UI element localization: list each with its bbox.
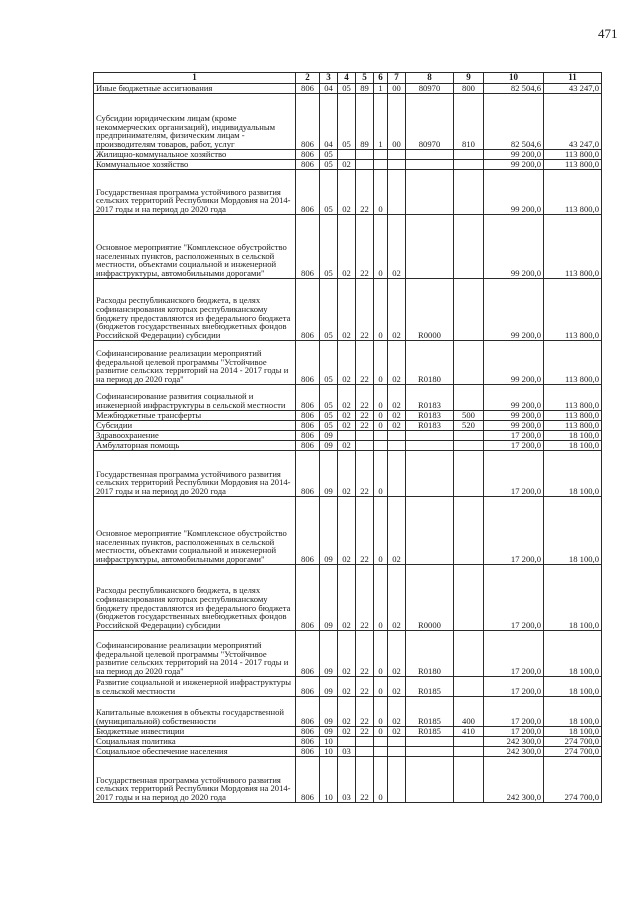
row-name-cell: Расходы республиканского бюджета, в целях софинансирования которых республиканскому бюджету предоставляются из федерального бюджета (бюджетов государственных внебюджетных фондов Российской Федерации) субсидии [94, 565, 296, 631]
code-cell: 806 [296, 631, 320, 677]
code-cell [454, 497, 484, 565]
code-cell: 806 [296, 697, 320, 727]
code-cell: 00 [388, 84, 406, 94]
code-cell: 0 [374, 451, 388, 497]
amount-2016-cell: 99 200,0 [484, 385, 544, 411]
code-cell: 10 [320, 747, 338, 757]
amount-2017-cell: 18 100,0 [544, 677, 602, 697]
amount-2017-cell: 113 800,0 [544, 411, 602, 421]
code-cell [454, 170, 484, 215]
code-cell: 02 [388, 565, 406, 631]
amount-2016-cell: 242 300,0 [484, 757, 544, 803]
code-cell: 0 [374, 215, 388, 279]
code-cell: 02 [338, 631, 356, 677]
code-cell: 05 [320, 385, 338, 411]
code-cell [356, 747, 374, 757]
header-cell: 2 [296, 73, 320, 84]
code-cell: 02 [388, 411, 406, 421]
code-cell [406, 497, 454, 565]
code-cell: 03 [338, 747, 356, 757]
code-cell [388, 451, 406, 497]
code-cell: 810 [454, 94, 484, 150]
code-cell: 500 [454, 411, 484, 421]
table-row [94, 565, 602, 631]
row-name-cell: Капитальные вложения в объекты государственной (муниципальной) собственности [94, 697, 296, 727]
row-name-cell: Здравоохранение [94, 431, 296, 441]
code-cell: 806 [296, 565, 320, 631]
code-cell: R0183 [406, 385, 454, 411]
amount-2016-cell: 17 200,0 [484, 441, 544, 451]
code-cell: 09 [320, 497, 338, 565]
table-row [94, 737, 602, 747]
code-cell [454, 385, 484, 411]
amount-2016-cell: 242 300,0 [484, 737, 544, 747]
code-cell: 806 [296, 150, 320, 160]
code-cell: R0185 [406, 727, 454, 737]
code-cell: 00 [388, 94, 406, 150]
code-cell: 05 [320, 170, 338, 215]
code-cell: 410 [454, 727, 484, 737]
code-cell: 0 [374, 341, 388, 385]
amount-2016-cell: 99 200,0 [484, 279, 544, 341]
code-cell: R0183 [406, 421, 454, 431]
code-cell: 806 [296, 677, 320, 697]
table-row [94, 341, 602, 385]
code-cell: R0180 [406, 631, 454, 677]
amount-2016-cell: 242 300,0 [484, 747, 544, 757]
code-cell [454, 341, 484, 385]
code-cell: 806 [296, 727, 320, 737]
code-cell [406, 160, 454, 170]
row-name-cell: Межбюджетные трансферты [94, 411, 296, 421]
code-cell: 806 [296, 84, 320, 94]
amount-2016-cell: 17 200,0 [484, 677, 544, 697]
code-cell [406, 170, 454, 215]
code-cell: 80970 [406, 94, 454, 150]
code-cell [406, 737, 454, 747]
code-cell: 22 [356, 385, 374, 411]
code-cell: 09 [320, 565, 338, 631]
table-row [94, 150, 602, 160]
amount-2017-cell: 113 800,0 [544, 170, 602, 215]
code-cell: 03 [338, 757, 356, 803]
header-cell: 6 [374, 73, 388, 84]
header-cell: 3 [320, 73, 338, 84]
code-cell: 02 [338, 279, 356, 341]
table-row [94, 84, 602, 94]
code-cell [374, 160, 388, 170]
table-row [94, 757, 602, 803]
table-row [94, 94, 602, 150]
code-cell: 0 [374, 421, 388, 431]
code-cell: 02 [388, 215, 406, 279]
code-cell: R0000 [406, 279, 454, 341]
code-cell [356, 160, 374, 170]
amount-2016-cell: 17 200,0 [484, 565, 544, 631]
code-cell: 22 [356, 757, 374, 803]
code-cell: 02 [388, 727, 406, 737]
code-cell [388, 160, 406, 170]
code-cell: 02 [338, 441, 356, 451]
code-cell: 05 [320, 411, 338, 421]
code-cell [454, 160, 484, 170]
code-cell: 10 [320, 737, 338, 747]
code-cell [374, 431, 388, 441]
code-cell [338, 150, 356, 160]
header-cell: 8 [406, 73, 454, 84]
code-cell [388, 431, 406, 441]
code-cell [406, 451, 454, 497]
amount-2016-cell: 17 200,0 [484, 697, 544, 727]
code-cell: 22 [356, 727, 374, 737]
code-cell: 0 [374, 497, 388, 565]
table-row [94, 451, 602, 497]
header-cell: 11 [544, 73, 602, 84]
row-name-cell: Государственная программа устойчивого развития сельских территорий Республики Мордовия на 2014-2017 годы и на период до 2020 года [94, 757, 296, 803]
code-cell: 05 [320, 341, 338, 385]
code-cell: 02 [338, 215, 356, 279]
table-row [94, 677, 602, 697]
code-cell: 1 [374, 84, 388, 94]
code-cell: 22 [356, 341, 374, 385]
table-row [94, 215, 602, 279]
budget-table-body [94, 84, 602, 803]
table-row [94, 279, 602, 341]
code-cell: 806 [296, 497, 320, 565]
code-cell: 02 [338, 565, 356, 631]
code-cell [454, 150, 484, 160]
code-cell [454, 215, 484, 279]
code-cell: 02 [338, 160, 356, 170]
code-cell [454, 279, 484, 341]
code-cell: 09 [320, 697, 338, 727]
code-cell [454, 677, 484, 697]
code-cell: 89 [356, 84, 374, 94]
code-cell: 806 [296, 757, 320, 803]
header-cell: 1 [94, 73, 296, 84]
code-cell [388, 737, 406, 747]
code-cell: 04 [320, 84, 338, 94]
header-row [94, 73, 602, 84]
code-cell [374, 747, 388, 757]
header-cell: 9 [454, 73, 484, 84]
row-name-cell: Бюджетные инвестиции [94, 727, 296, 737]
code-cell: 02 [388, 697, 406, 727]
code-cell [338, 737, 356, 747]
code-cell: 05 [320, 160, 338, 170]
header-cell: 5 [356, 73, 374, 84]
code-cell: 0 [374, 677, 388, 697]
code-cell [388, 747, 406, 757]
amount-2017-cell: 18 100,0 [544, 451, 602, 497]
code-cell: 0 [374, 170, 388, 215]
row-name-cell: Государственная программа устойчивого развития сельских территорий Республики Мордовия на 2014-2017 годы и на период до 2020 года [94, 451, 296, 497]
code-cell: 05 [320, 215, 338, 279]
code-cell: 89 [356, 94, 374, 150]
code-cell: 09 [320, 631, 338, 677]
code-cell [454, 441, 484, 451]
code-cell: 800 [454, 84, 484, 94]
table-row [94, 697, 602, 727]
amount-2017-cell: 113 800,0 [544, 421, 602, 431]
code-cell: 22 [356, 677, 374, 697]
code-cell: 806 [296, 160, 320, 170]
amount-2016-cell: 17 200,0 [484, 727, 544, 737]
table-row [94, 170, 602, 215]
code-cell [406, 150, 454, 160]
code-cell: 80970 [406, 84, 454, 94]
code-cell: 806 [296, 341, 320, 385]
header-cell: 4 [338, 73, 356, 84]
code-cell: 22 [356, 631, 374, 677]
code-cell [374, 737, 388, 747]
amount-2017-cell: 43 247,0 [544, 84, 602, 94]
table-row [94, 631, 602, 677]
budget-table [93, 72, 602, 803]
amount-2017-cell: 274 700,0 [544, 747, 602, 757]
code-cell: 0 [374, 757, 388, 803]
code-cell: 05 [320, 279, 338, 341]
code-cell: 806 [296, 215, 320, 279]
code-cell: 02 [388, 341, 406, 385]
code-cell [338, 431, 356, 441]
row-name-cell: Жилищно-коммунальное хозяйство [94, 150, 296, 160]
row-name-cell: Основное мероприятие "Комплексное обустройство населенных пунктов, расположенных в сельской местности, объектами социальной и инженерной инфраструктуры, автомобильными дорогами" [94, 497, 296, 565]
row-name-cell: Расходы республиканского бюджета, в целях софинансирования которых республиканскому бюджету предоставляются из федерального бюджета (бюджетов государственных внебюджетных фондов Российской Федерации) субсидии [94, 279, 296, 341]
amount-2017-cell: 113 800,0 [544, 341, 602, 385]
code-cell [356, 441, 374, 451]
row-name-cell: Софинансирование реализации мероприятий федеральной целевой программы "Устойчивое развитие сельских территорий на 2014 - 2017 годы и на период до 2020 года" [94, 631, 296, 677]
code-cell: 02 [338, 385, 356, 411]
row-name-cell: Государственная программа устойчивого развития сельских территорий Республики Мордовия на 2014-2017 годы и на период до 2020 года [94, 170, 296, 215]
amount-2016-cell: 99 200,0 [484, 215, 544, 279]
code-cell [454, 747, 484, 757]
code-cell: 02 [338, 341, 356, 385]
code-cell: 22 [356, 421, 374, 431]
code-cell: 806 [296, 170, 320, 215]
code-cell: 02 [338, 451, 356, 497]
code-cell: 02 [388, 385, 406, 411]
amount-2017-cell: 18 100,0 [544, 697, 602, 727]
code-cell: 09 [320, 441, 338, 451]
code-cell: 0 [374, 279, 388, 341]
amount-2016-cell: 99 200,0 [484, 421, 544, 431]
code-cell: 05 [320, 421, 338, 431]
code-cell: 806 [296, 94, 320, 150]
code-cell [406, 441, 454, 451]
code-cell [388, 441, 406, 451]
amount-2016-cell: 17 200,0 [484, 451, 544, 497]
code-cell: 05 [320, 150, 338, 160]
code-cell: 806 [296, 421, 320, 431]
code-cell [406, 215, 454, 279]
code-cell [406, 747, 454, 757]
code-cell [406, 757, 454, 803]
code-cell [454, 565, 484, 631]
amount-2017-cell: 43 247,0 [544, 94, 602, 150]
row-name-cell: Субсидии [94, 421, 296, 431]
row-name-cell: Социальное обеспечение населения [94, 747, 296, 757]
amount-2016-cell: 17 200,0 [484, 431, 544, 441]
code-cell [388, 757, 406, 803]
code-cell [374, 150, 388, 160]
code-cell [356, 737, 374, 747]
code-cell: 806 [296, 411, 320, 421]
code-cell: 02 [338, 697, 356, 727]
code-cell: 0 [374, 697, 388, 727]
code-cell [454, 757, 484, 803]
code-cell [356, 150, 374, 160]
code-cell: 806 [296, 737, 320, 747]
amount-2017-cell: 18 100,0 [544, 727, 602, 737]
amount-2017-cell: 18 100,0 [544, 497, 602, 565]
row-name-cell: Коммунальное хозяйство [94, 160, 296, 170]
code-cell: 09 [320, 431, 338, 441]
code-cell: 02 [338, 497, 356, 565]
code-cell: 22 [356, 565, 374, 631]
code-cell: 02 [388, 497, 406, 565]
amount-2017-cell: 274 700,0 [544, 737, 602, 747]
code-cell [454, 431, 484, 441]
row-name-cell: Развитие социальной и инженерной инфраструктуры в сельской местности [94, 677, 296, 697]
code-cell: R0000 [406, 565, 454, 631]
code-cell: 806 [296, 385, 320, 411]
code-cell [406, 431, 454, 441]
amount-2016-cell: 17 200,0 [484, 631, 544, 677]
code-cell: 400 [454, 697, 484, 727]
table-row [94, 385, 602, 411]
amount-2017-cell: 113 800,0 [544, 150, 602, 160]
amount-2017-cell: 113 800,0 [544, 160, 602, 170]
code-cell [454, 631, 484, 677]
amount-2016-cell: 99 200,0 [484, 170, 544, 215]
code-cell: 05 [338, 84, 356, 94]
code-cell: 806 [296, 279, 320, 341]
code-cell: R0185 [406, 697, 454, 727]
code-cell: 10 [320, 757, 338, 803]
table-row [94, 411, 602, 421]
amount-2017-cell: 18 100,0 [544, 441, 602, 451]
table-row [94, 421, 602, 431]
code-cell: 02 [338, 170, 356, 215]
code-cell [454, 451, 484, 497]
code-cell: 806 [296, 441, 320, 451]
code-cell: 02 [338, 677, 356, 697]
amount-2017-cell: 113 800,0 [544, 215, 602, 279]
code-cell: 22 [356, 497, 374, 565]
table-row [94, 441, 602, 451]
code-cell [388, 150, 406, 160]
code-cell: 04 [320, 94, 338, 150]
code-cell: 22 [356, 279, 374, 341]
code-cell: 22 [356, 697, 374, 727]
code-cell: R0185 [406, 677, 454, 697]
amount-2016-cell: 82 504,6 [484, 94, 544, 150]
code-cell: 806 [296, 451, 320, 497]
amount-2016-cell: 99 200,0 [484, 411, 544, 421]
code-cell: 0 [374, 385, 388, 411]
code-cell: 09 [320, 451, 338, 497]
code-cell: 806 [296, 747, 320, 757]
header-cell: 7 [388, 73, 406, 84]
code-cell: 22 [356, 451, 374, 497]
amount-2017-cell: 274 700,0 [544, 757, 602, 803]
code-cell: 1 [374, 94, 388, 150]
code-cell: 02 [388, 631, 406, 677]
code-cell: 02 [338, 421, 356, 431]
code-cell: 02 [388, 279, 406, 341]
page-number: 471 [598, 26, 618, 41]
code-cell: 520 [454, 421, 484, 431]
code-cell: 02 [338, 411, 356, 421]
amount-2016-cell: 99 200,0 [484, 160, 544, 170]
code-cell: 09 [320, 677, 338, 697]
code-cell: 806 [296, 431, 320, 441]
code-cell: 05 [338, 94, 356, 150]
amount-2017-cell: 18 100,0 [544, 431, 602, 441]
code-cell: 0 [374, 411, 388, 421]
table-row [94, 160, 602, 170]
amount-2016-cell: 82 504,6 [484, 84, 544, 94]
code-cell: R0183 [406, 411, 454, 421]
code-cell: 22 [356, 170, 374, 215]
code-cell: 02 [388, 421, 406, 431]
row-name-cell: Иные бюджетные ассигнования [94, 84, 296, 94]
amount-2016-cell: 99 200,0 [484, 150, 544, 160]
amount-2016-cell: 99 200,0 [484, 341, 544, 385]
amount-2017-cell: 113 800,0 [544, 279, 602, 341]
table-row [94, 431, 602, 441]
code-cell [454, 737, 484, 747]
row-name-cell: Амбулаторная помощь [94, 441, 296, 451]
amount-2017-cell: 18 100,0 [544, 631, 602, 677]
table-row [94, 727, 602, 737]
code-cell [388, 170, 406, 215]
code-cell: 0 [374, 631, 388, 677]
row-name-cell: Социальная политика [94, 737, 296, 747]
code-cell: R0180 [406, 341, 454, 385]
code-cell [356, 431, 374, 441]
table-row [94, 497, 602, 565]
code-cell: 02 [338, 727, 356, 737]
code-cell: 09 [320, 727, 338, 737]
amount-2017-cell: 18 100,0 [544, 565, 602, 631]
amount-2017-cell: 113 800,0 [544, 385, 602, 411]
code-cell: 22 [356, 215, 374, 279]
row-name-cell: Софинансирование реализации мероприятий федеральной целевой программы "Устойчивое развитие сельских территорий на 2014 - 2017 годы и на период до 2020 года" [94, 341, 296, 385]
amount-2016-cell: 17 200,0 [484, 497, 544, 565]
row-name-cell: Субсидии юридическим лицам (кроме некоммерческих организаций), индивидуальным предпринимателям, физическим лицам - производителям товаров, работ, услуг [94, 94, 296, 150]
row-name-cell: Софинансирование развития социальной и инженерной инфраструктуры в сельской местности [94, 385, 296, 411]
code-cell [374, 441, 388, 451]
code-cell: 0 [374, 727, 388, 737]
table-row [94, 747, 602, 757]
row-name-cell: Основное мероприятие "Комплексное обустройство населенных пунктов, расположенных в сельской местности, объектами социальной и инженерной инфраструктуры, автомобильными дорогами" [94, 215, 296, 279]
code-cell: 22 [356, 411, 374, 421]
code-cell: 0 [374, 565, 388, 631]
code-cell: 02 [388, 677, 406, 697]
header-cell: 10 [484, 73, 544, 84]
